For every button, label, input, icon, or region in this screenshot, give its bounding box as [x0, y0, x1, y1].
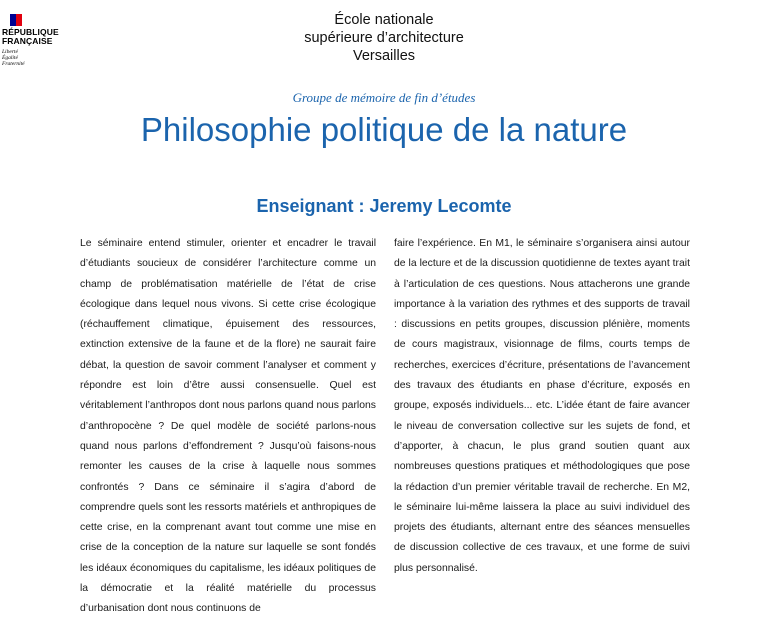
school-line-2: supérieure d’architecture [304, 30, 464, 46]
motto-fraternite: Fraternité [2, 61, 25, 67]
motto-liberte: Liberté [2, 49, 18, 55]
right-paragraph: faire l’expérience. En M1, le séminaire s’organisera ainsi autour de la lecture et de la discussion quotidienne de textes ayant trait à l’articulation de ces questions. Nous attacherons une grande importance à la variation des rythmes et des supports de travail : discussions en petits groupes, discussion plénière, moments de cours magistraux, visionnage de films, courts temps de recherches, exercices d’écriture, présentations de l’avancement des travaux des étudiants en phase d’écriture, exposés en groupe, exposés individuels... etc. L’idée étant de faire avancer le niveau de conversation collective sur les sujets de fond, et d’apporter, à chacun, le plus grand soutien quant aux nombreuses questions pratiques et méthodologiques que pose la rédaction d’un premier véritable travail de recherche. En M2, le séminaire lui-même laissera la place au suivi individuel des projets des étudiants, alternant entre des séances mensuelles de discussion collective de ces travaux, et une forme de suivi plus personnalisé. [394, 238, 690, 574]
school-line-3: Versailles [352, 48, 416, 64]
body-column-left [80, 234, 376, 620]
group-subtitle: Groupe de mémoire de fin d’études [292, 90, 476, 105]
page-title: Philosophie politique de la nature [140, 111, 628, 148]
school-name [0, 11, 768, 65]
body-column-right [394, 234, 690, 579]
logo-republic-line1: RÉPUBLIQUE [2, 27, 59, 37]
school-line-1: École nationale [334, 12, 434, 28]
left-paragraph: Le séminaire entend stimuler, orienter et encadrer le travail d’étudiants soucieux de considérer l’architecture comme un champ de problématisation matérielle de l’état de crise écologique dans lequel nous vivons. Si cette crise écologique (réchauffement climatique, épuisement des ressources, extinction extensive de la faune et de la flore) ne saurait faire débat, la question de savoir comment l’analyser et comment y répondre est loin d’être aussi consensuelle. Quel est véritablement l’anthropos dont nous parlons quand nous parlons d’anthropocène ? De quel modèle de société parlons-nous quand nous parlons d’effondrement ? Jusqu’où faisons-nous remonter les causes de la crise à laquelle nous sommes confrontés ? Dans ce séminaire il s’agira d’abord de comprendre quels sont les ressorts matériels et anthropiques de cette crise, en la comprenant avant tout comme une mise en crise de la conception de la nature sur laquelle se sont fondés les idéaux économiques du capitalisme, les idéaux politiques de la démocratie et la réalité matérielle du processus d’urbanisation dont nous continuons de [80, 238, 376, 615]
motto-egalite: Égalité [2, 55, 18, 61]
logo-republic-line2: FRANÇAISE [2, 36, 53, 46]
teacher-heading: Enseignant : Jeremy Lecomte [256, 196, 512, 216]
